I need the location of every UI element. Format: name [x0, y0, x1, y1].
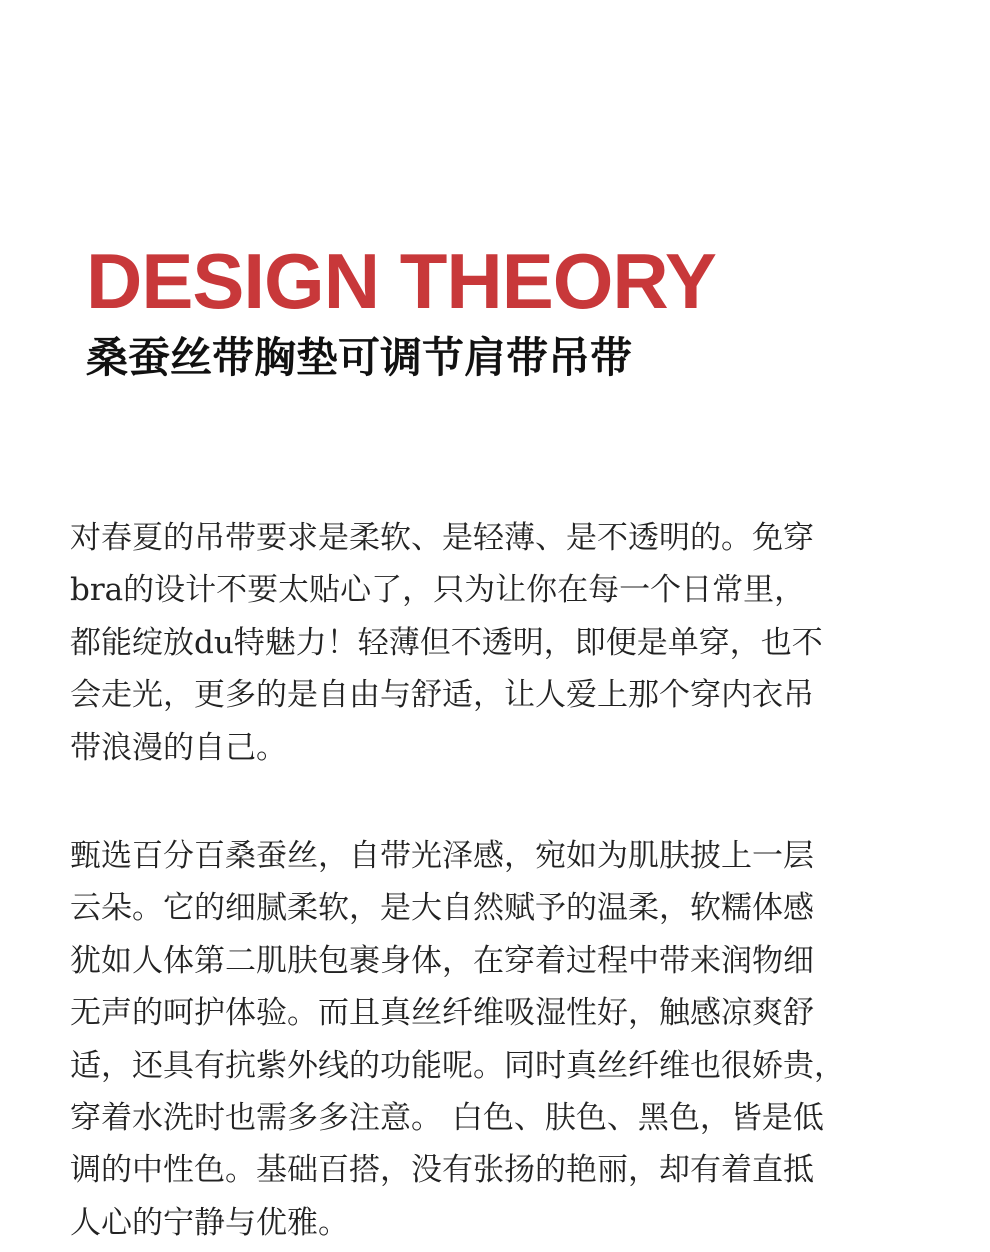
- paragraph-line: 调的中性色。基础百搭，没有张扬的艳丽，却有着直抵: [70, 1152, 814, 1189]
- paragraph-line: 人心的宁静与优雅。: [70, 1204, 349, 1241]
- paragraph-line: 甄选百分百桑蚕丝，自带光泽感，宛如为肌肤披上一层: [70, 838, 814, 874]
- paragraph-line: 犹如人体第二肌肤包裹身体，在穿着过程中带来润物细: [70, 942, 814, 979]
- paragraph-line: 云朵。它的细腻柔软，是大自然赋予的温柔，软糯体感: [70, 890, 814, 927]
- paragraph-line: 穿着水洗时也需多多注意。 白色、肤色、黑色，皆是低: [70, 1099, 824, 1136]
- paragraph-line: 带浪漫的自己。: [70, 729, 287, 766]
- paragraph-line: 会走光，更多的是自由与舒适，让人爱上那个穿内衣吊: [70, 677, 814, 714]
- page-subtitle: 桑蚕丝带胸垫可调节肩带吊带: [86, 333, 633, 382]
- paragraph-line: bra的设计不要太贴心了，只为让你在每一个日常里，: [70, 572, 806, 609]
- paragraph-line: 适，还具有抗紫外线的功能呢。同时真丝纤维也很娇贵，: [70, 1047, 845, 1084]
- page-title: DESIGN THEORY: [86, 237, 716, 325]
- paragraph-material: [70, 830, 900, 1249]
- paragraph-line: 都能绽放du特魅力！轻薄但不透明，即便是单穿，也不: [70, 624, 823, 661]
- paragraph-line: 对春夏的吊带要求是柔软、是轻薄、是不透明的。免穿: [70, 520, 814, 556]
- paragraph-intro: [70, 512, 900, 774]
- paragraph-line: 无声的呵护体验。而且真丝纤维吸湿性好，触感凉爽舒: [70, 995, 814, 1032]
